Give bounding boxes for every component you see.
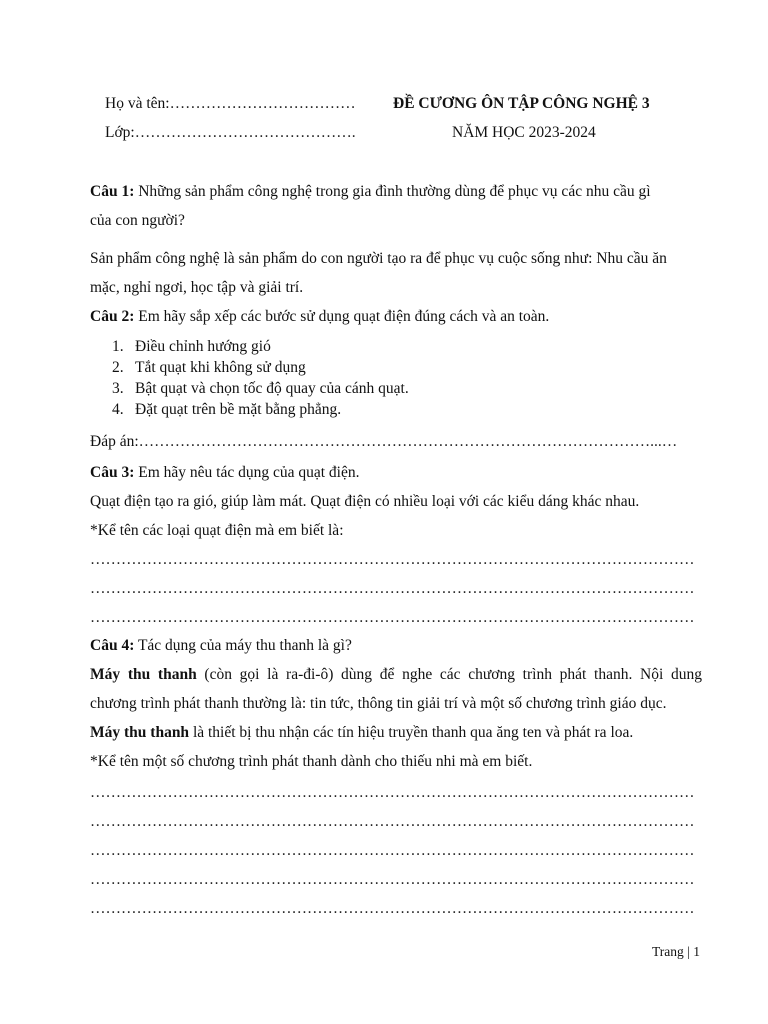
question-1 <box>90 183 651 201</box>
answer-row <box>90 433 677 451</box>
question-3-text: Em hãy nêu tác dụng của quạt điện. <box>134 464 360 481</box>
answer-dots-line: ……………………………………………………………………………………………………… <box>90 842 694 859</box>
answer-dots-line: ……………………………………………………………………………………………………… <box>90 580 694 597</box>
list-item <box>112 359 306 377</box>
question-4-para1-line1 <box>90 666 702 684</box>
answer-dots-line: ……………………………………………………………………………………………………… <box>90 871 694 888</box>
list-item <box>112 380 409 398</box>
question-1-text-line2: của con người? <box>90 212 185 229</box>
question-1-answer-line2: mặc, nghỉ ngơi, học tập và giải trí. <box>90 279 304 296</box>
question-4-para2 <box>90 724 633 742</box>
answer-dots-line: ……………………………………………………………………………………………………… <box>90 813 694 830</box>
class-label: Lớp: <box>105 124 135 141</box>
question-1-answer-line1: Sản phẩm công nghệ là sản phẩm do con người tạo ra để phục vụ cuộc sống như: Nhu cầu ăn <box>90 250 667 267</box>
document-title: ĐỀ CƯƠNG ÔN TẬP CÔNG NGHỆ 3 <box>393 95 650 112</box>
name-dots: ……………………………… <box>169 95 356 112</box>
answer-dots: ………………………………………………………………………………………...… <box>138 433 678 450</box>
name-label: Họ và tên: <box>105 95 170 112</box>
answer-label: Đáp án: <box>90 433 139 450</box>
question-4-para1-line2: chương trình phát thanh thường là: tin tức, thông tin giải trí và một số chương trình giáo dục. <box>90 695 667 712</box>
question-4-para1-rest: (còn gọi là ra-đi-ô) dùng để nghe các chương trình phát thanh. Nội dung <box>196 666 702 683</box>
question-2 <box>90 308 549 326</box>
answer-dots-line: ……………………………………………………………………………………………………… <box>90 551 694 568</box>
answer-dots-line: ……………………………………………………………………………………………………… <box>90 900 694 917</box>
step-number: 1. <box>112 338 124 355</box>
question-4-prompt: *Kể tên một số chương trình phát thanh dành cho thiếu nhi mà em biết. <box>90 753 533 770</box>
name-field-row <box>105 95 356 113</box>
question-2-number: Câu 2: <box>90 308 135 325</box>
question-4-text: Tác dụng của máy thu thanh là gì? <box>134 637 352 654</box>
class-field-row <box>105 124 356 142</box>
step-number: 4. <box>112 401 124 418</box>
question-3-answer-line1: Quạt điện tạo ra gió, giúp làm mát. Quạt điện có nhiều loại với các kiểu dáng khác nhau. <box>90 493 640 510</box>
question-1-number: Câu 1: <box>90 183 135 200</box>
step-text: Điều chỉnh hướng gió <box>135 338 271 355</box>
question-4-number: Câu 4: <box>90 637 135 654</box>
question-2-text: Em hãy sắp xếp các bước sử dụng quạt điện đúng cách và an toàn. <box>134 308 550 325</box>
step-text: Đặt quạt trên bề mặt bằng phẳng. <box>135 401 342 418</box>
step-number: 3. <box>112 380 124 397</box>
page-number: Trang | 1 <box>652 944 700 959</box>
step-text: Bật quạt và chọn tốc độ quay của cánh quạt. <box>135 380 409 397</box>
step-number: 2. <box>112 359 124 376</box>
radio-term: Máy thu thanh <box>90 666 197 683</box>
answer-dots-line: ……………………………………………………………………………………………………… <box>90 784 694 801</box>
class-dots: ……………………………………. <box>134 124 356 141</box>
question-4-para2-rest: là thiết bị thu nhận các tín hiệu truyền thanh qua ăng ten và phát ra loa. <box>189 724 634 741</box>
question-3 <box>90 464 359 482</box>
radio-term: Máy thu thanh <box>90 724 190 741</box>
question-4 <box>90 637 352 655</box>
question-3-prompt: *Kể tên các loại quạt điện mà em biết là: <box>90 522 344 539</box>
question-3-number: Câu 3: <box>90 464 135 481</box>
answer-dots-line: ……………………………………………………………………………………………………… <box>90 609 694 626</box>
list-item <box>112 401 341 419</box>
question-1-text: Những sản phẩm công nghệ trong gia đình thường dùng để phục vụ các nhu cầu gì <box>134 183 651 200</box>
school-year: NĂM HỌC 2023-2024 <box>452 124 596 141</box>
step-text: Tắt quạt khi không sử dụng <box>135 359 306 376</box>
list-item <box>112 338 271 356</box>
